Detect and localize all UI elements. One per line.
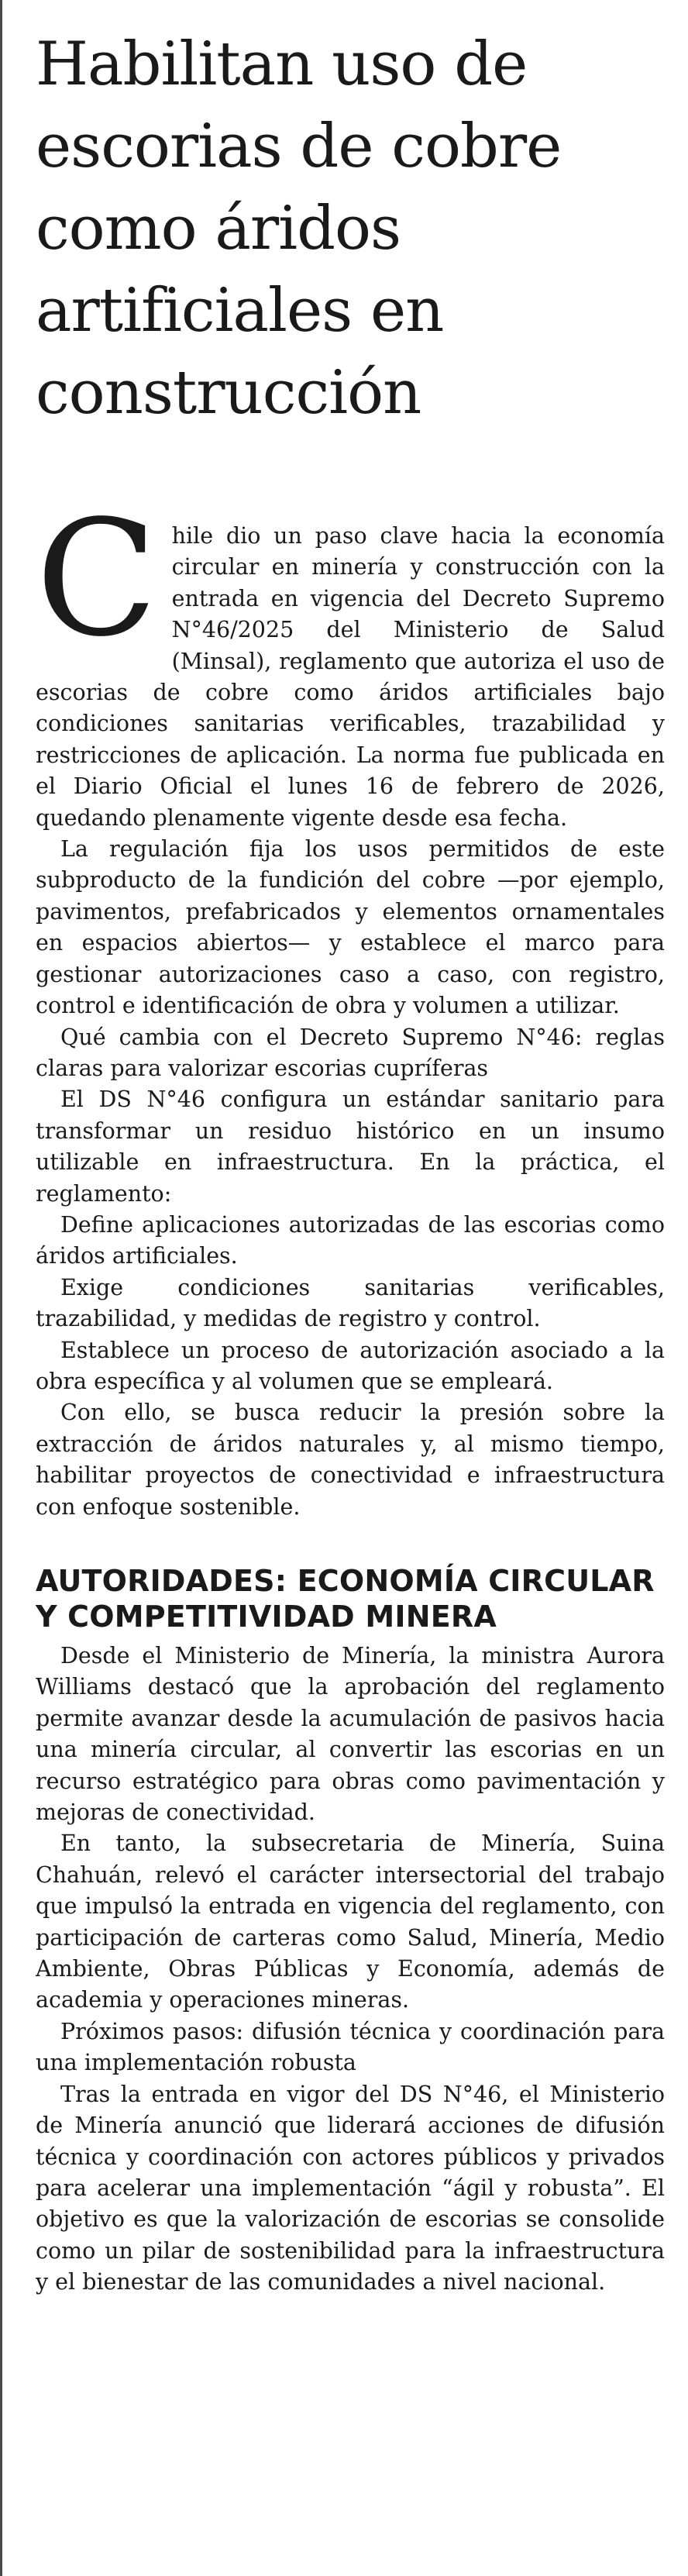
news-article (36, 23, 665, 2299)
body-paragraph: Tras la entrada en vigor del DS N°46, el Ministerio de Minería anunció que liderará acciones de difusión técnica y coordinación con actores públicos y privados para acelerar una implementación “ágil y robusta”. El objetivo es que la valorización de escorias se consolide como un pilar de sostenibilidad para la infraestructura y el bienestar de las comunidades a nivel nacional. (36, 2081, 665, 2295)
body-paragraph: Establece un proceso de autorización asociado a la obra específica y al volumen que se empleará. (36, 1337, 665, 1394)
article-headline: Habilitan uso de escorias de cobre como áridos artificiales en construcción (36, 29, 562, 428)
body-paragraph: En tanto, la subsecretaria de Minería, Suina Chahuán, relevó el carácter intersectorial del trabajo que impulsó la entrada en vigencia del reglamento, con participación de carteras como Salud, Minería, Medio Ambiente, Obras Públicas y Economía, además de academia y operaciones mineras. (36, 1830, 665, 2013)
body-paragraph: Exige condiciones sanitarias verificables, trazabilidad, y medidas de registro y control. (36, 1274, 665, 1332)
section-subhead: AUTORIDADES: ECONOMÍA CIRCULAR Y COMPETITIVIDAD MINERA (36, 1564, 655, 1634)
body-paragraph: Define aplicaciones autorizadas de las escorias como áridos artificiales. (36, 1211, 665, 1269)
body-paragraph: El DS N°46 configura un estándar sanitario para transformar un residuo histórico en un insumo utilizable en infraestructura. En la práctica, el reglamento: (36, 1087, 665, 1207)
lead-text: hile dio un paso clave hacia la economía circular en minería y construcción con la entrada en vigencia del Decreto Supremo N°46/2025 del Ministerio de Salud (Minsal), reglamento que autoriza el uso de escorias de cobre como áridos artificiales bajo condiciones sanitarias verificables, trazabilidad y restricciones de aplicación. La norma fue publicada en el Diario Oficial el lunes 16 de febrero de 2026, quedando plenamente vigente desde esa fecha. (36, 523, 665, 831)
column-rule (0, 0, 2, 2576)
drop-cap: C (36, 486, 158, 672)
body-paragraph: Desde el Ministerio de Minería, la ministra Aurora Williams destacó que la aprobación del reglamento permite avanzar desde la acumulación de pasivos hacia una minería circular, al convertir las escorias en un recurso estratégico para obras como pavimentación y mejoras de conectividad. (36, 1643, 665, 1826)
lead-paragraph (36, 486, 665, 834)
body-paragraph: La regulación fija los usos permitidos de este subproducto de la fundición del cobre —por ejemplo, pavimentos, prefabricados y elementos ornamentales en espacios abiertos— y establece el marco para gestionar autorizaciones caso a caso, con registro, control e identificación de obra y volumen a utilizar. (36, 836, 665, 1019)
body-paragraph: Próximos pasos: difusión técnica y coordinación para una implementación robusta (36, 2018, 665, 2076)
body-paragraph: Con ello, se busca reducir la presión sobre la extracción de áridos naturales y, al mismo tiempo, habilitar proyectos de conectividad e infraestructura con enfoque sostenible. (36, 1400, 665, 1520)
body-paragraph: Qué cambia con el Decreto Supremo N°46: reglas claras para valorizar escorias cupríferas (36, 1024, 665, 1081)
article-body (36, 486, 665, 2299)
